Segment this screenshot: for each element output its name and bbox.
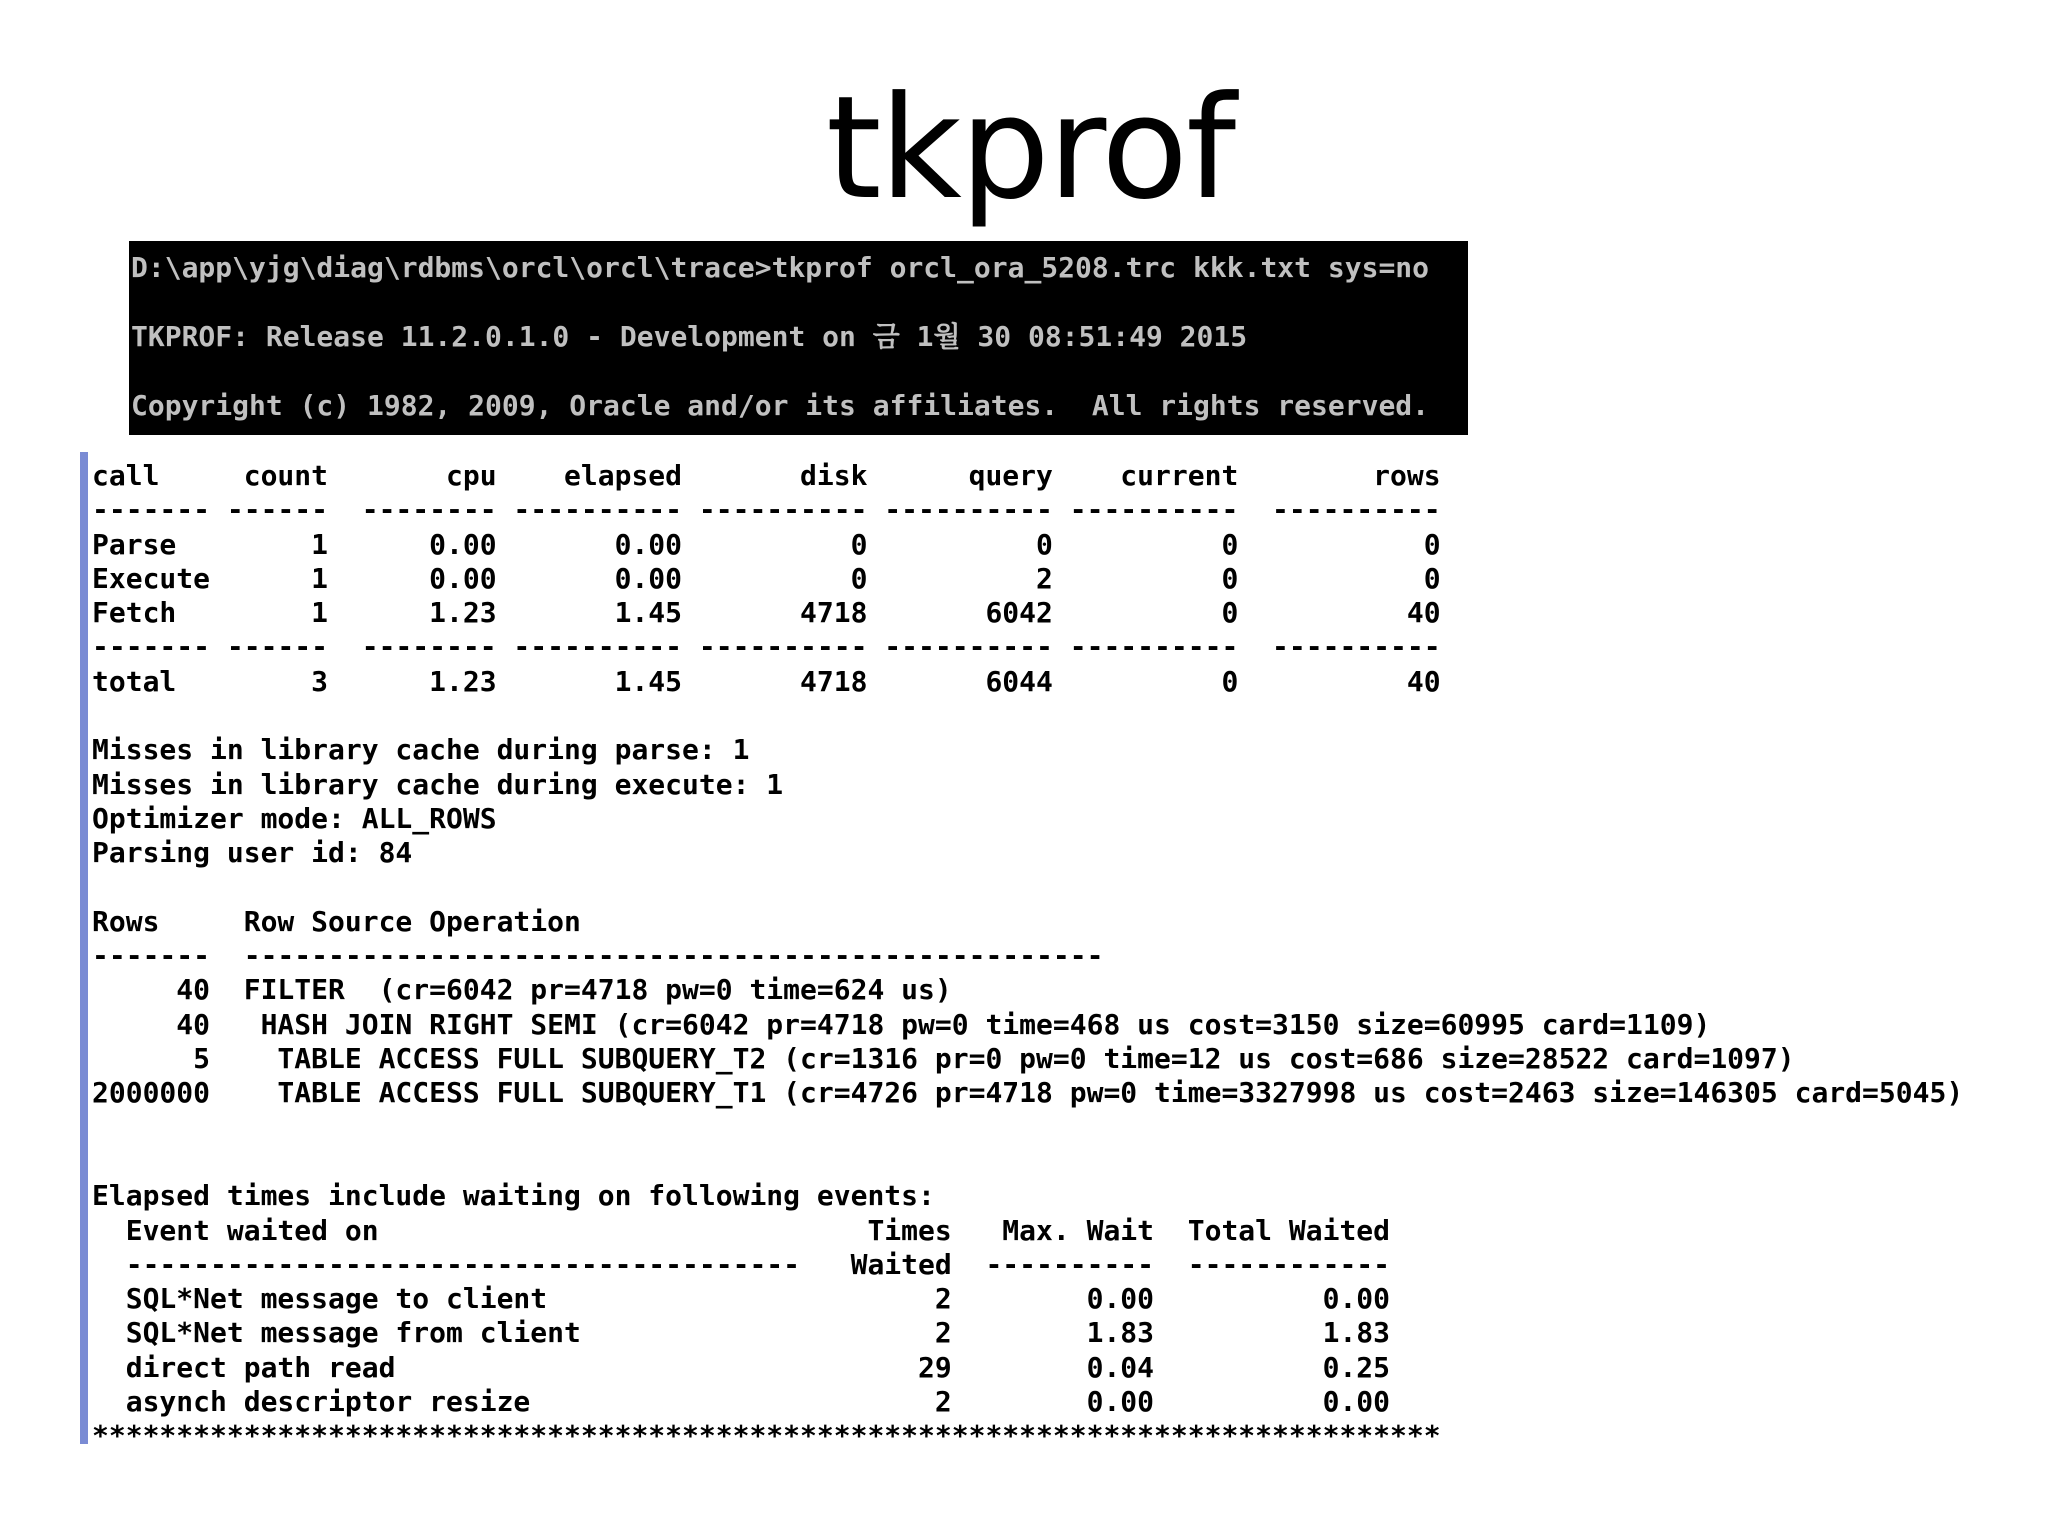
report-line: 40 FILTER (cr=6042 pr=4718 pw=0 time=624 us) <box>92 973 952 1007</box>
report-line: Elapsed times include waiting on following events: <box>92 1179 935 1213</box>
console-command-line: D:\app\yjg\diag\rdbms\orcl\orcl\trace>tkprof orcl_ora_5208.trc kkk.txt sys=no <box>131 251 1430 284</box>
report-line <box>92 871 2042 905</box>
report-line: Parse 1 0.00 0.00 0 0 0 0 <box>92 527 1441 561</box>
report-line: call count cpu elapsed disk query current rows <box>92 459 1441 492</box>
report-line: Optimizer mode: ALL_ROWS <box>92 801 497 835</box>
report-line: Execute 1 0.00 0.00 0 2 0 0 <box>92 561 1441 595</box>
slide-title: tkprof <box>825 66 1235 231</box>
report-line: Misses in library cache during parse: 1 <box>92 733 750 767</box>
report-line: total 3 1.23 1.45 4718 6044 0 40 <box>92 664 1441 698</box>
report-line: Rows Row Source Operation <box>92 904 581 938</box>
command-console <box>129 241 1468 435</box>
report-line <box>92 699 2042 733</box>
report-line: Fetch 1 1.23 1.45 4718 6042 0 40 <box>92 596 1441 630</box>
report-line: ------- ------ -------- ---------- ---------- ---------- ---------- ---------- <box>92 630 1441 664</box>
report-line <box>92 1111 2042 1145</box>
report-line: Misses in library cache during execute: 1 <box>92 767 784 801</box>
report-line: ******************************************************************************** <box>92 1419 1441 1453</box>
report-line: Event waited on Times Max. Wait Total Waited <box>92 1213 1391 1247</box>
report-line: ------- ------ -------- ---------- ---------- ---------- ---------- ---------- <box>92 493 1441 527</box>
accent-bar <box>80 452 88 1444</box>
report-line: ---------------------------------------- Waited ---------- ------------ <box>92 1247 1391 1281</box>
report-line: 5 TABLE ACCESS FULL SUBQUERY_T2 (cr=1316 pr=0 pw=0 time=12 us cost=686 size=28522 card=1097) <box>92 1042 1795 1076</box>
console-release-line: TKPROF: Release 11.2.0.1.0 - Development on 금 1월 30 08:51:49 2015 <box>131 320 1248 353</box>
report-line: ------- --------------------------------------------------- <box>92 939 1104 973</box>
report-line <box>92 1145 2042 1179</box>
report-line: direct path read 29 0.04 0.25 <box>92 1350 1391 1384</box>
console-copyright-line: Copyright (c) 1982, 2009, Oracle and/or its affiliates. All rights reserved. <box>131 389 1430 422</box>
report-line: asynch descriptor resize 2 0.00 0.00 <box>92 1385 1391 1419</box>
report-line: 40 HASH JOIN RIGHT SEMI (cr=6042 pr=4718 pw=0 time=468 us cost=3150 size=60995 card=1109) <box>92 1007 1711 1041</box>
report-line: Parsing user id: 84 <box>92 836 413 870</box>
tkprof-report <box>92 459 2042 1454</box>
report-line: 2000000 TABLE ACCESS FULL SUBQUERY_T1 (cr=4726 pr=4718 pw=0 time=3327998 us cost=2463 size=146305 card=5045) <box>92 1076 1964 1110</box>
report-line: SQL*Net message to client 2 0.00 0.00 <box>92 1282 1391 1316</box>
report-line: SQL*Net message from client 2 1.83 1.83 <box>92 1316 1391 1350</box>
